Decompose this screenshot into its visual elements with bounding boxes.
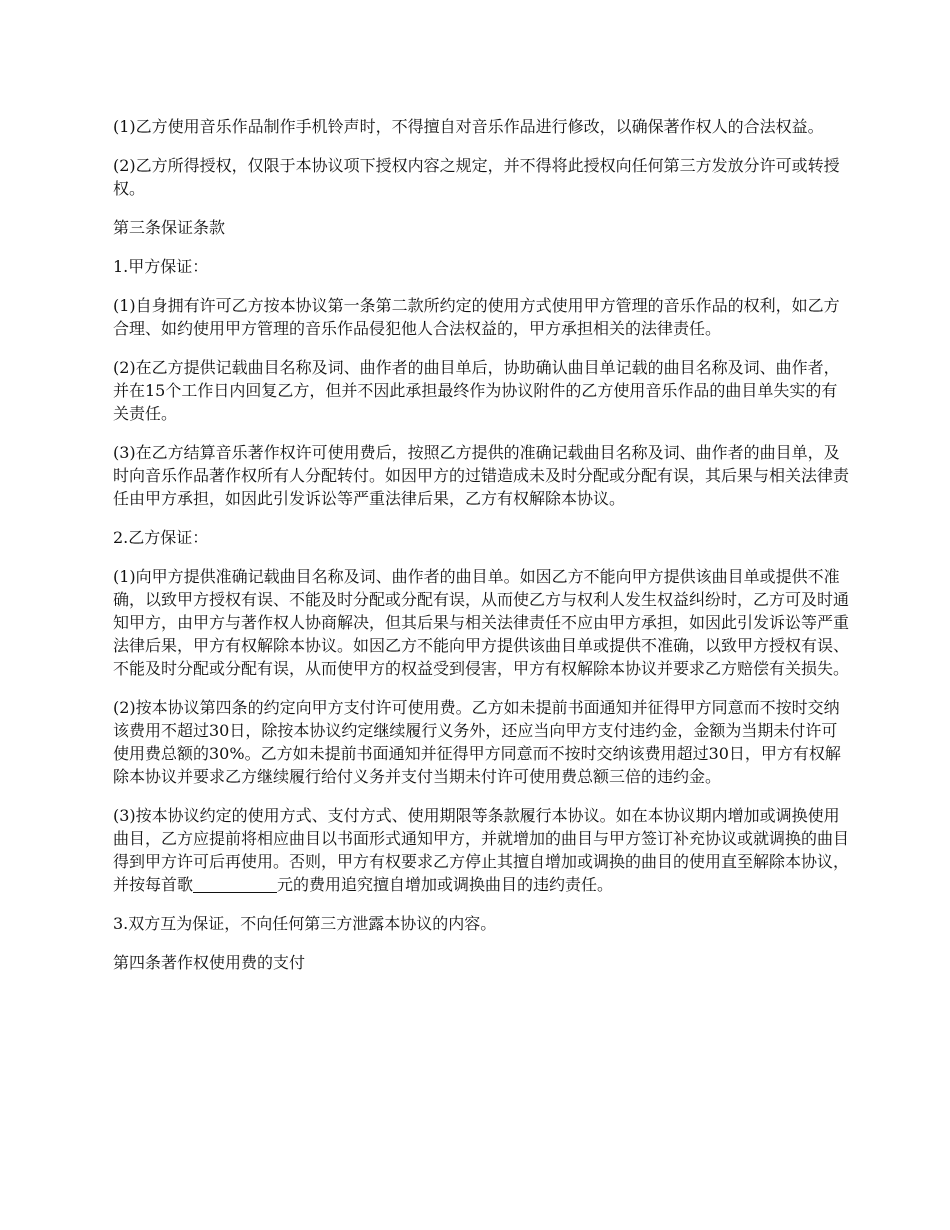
subsection-heading: 1.甲方保证： xyxy=(113,257,209,276)
clause-text-before-blank: (3)按本协议约定的使用方式、支付方式、使用期限等条款履行本协议。如在本协议期内增加或调换使用曲目，乙方应提前将相应曲目以书面形式通知甲方，并就增加的曲目与甲方签订补充协议或就调换的曲目得到甲方许可后再使用。否则，甲方有权要求乙方停止其擅自增加或调换的曲目的使用直至解除本协议，并按每首歌 xyxy=(113,806,850,894)
section-heading: 第三条保证条款 xyxy=(113,218,226,237)
clause-paragraph: (1)乙方使用音乐作品制作手机铃声时，不得擅自对音乐作品进行修改，以确保著作权人的合法权益。 xyxy=(113,117,824,136)
clause-paragraph: (1)自身拥有许可乙方按本协议第一条第二款所约定的使用方式使用甲方管理的音乐作品的权利，如乙方合理、如约使用甲方管理的音乐作品侵犯他人合法权益的，甲方承担相关的法律责任。 xyxy=(113,296,840,338)
clause-paragraph: (2)按本协议第四条的约定向甲方支付许可使用费。乙方如未提前书面通知并征得甲方同意而不按时交纳该费用不超过30日，除按本协议约定继续履行义务外，还应当向甲方支付违约金，金额为当期未付许可使用费总额的30%。乙方如未提前书面通知并征得甲方同意而不按时交纳该费用超过30日，甲方有权解除本协议并要求乙方继续履行给付义务并支付当期未付许可使用费总额三倍的违约金。 xyxy=(113,698,841,786)
fill-in-blank[interactable] xyxy=(193,876,277,893)
clause-paragraph: (3)在乙方结算音乐著作权许可使用费后，按照乙方提供的准确记载曲目名称及词、曲作者的曲目单，及时向音乐作品著作权所有人分配转付。如因甲方的过错造成未及时分配或分配有误，其后果与相关法律责任由甲方承担，如因此引发诉讼等严重法律后果，乙方有权解除本协议。 xyxy=(113,443,850,508)
document-body xyxy=(113,115,853,990)
subsection-heading: 2.乙方保证： xyxy=(113,528,209,547)
clause-text-after-blank: 元的费用追究擅自增加或调换曲目的违约责任。 xyxy=(277,875,614,894)
clause-paragraph: (1)向甲方提供准确记载曲目名称及词、曲作者的曲目单。如因乙方不能向甲方提供该曲目单或提供不准确，以致甲方授权有误、不能及时分配或分配有误，从而使乙方与权利人发生权益纠纷时，乙方可及时通知甲方，由甲方与著作权人协商解决，但其后果与相关法律责任不应由甲方承担，如因此引发诉讼等严重法律后果，甲方有权解除本协议。如因乙方不能向甲方提供该曲目单或提供不准确，以致甲方授权有误、不能及时分配或分配有误，从而使甲方的权益受到侵害，甲方有权解除本协议并要求乙方赔偿有关损失。 xyxy=(113,567,850,678)
clause-paragraph: (2)乙方所得授权，仅限于本协议项下授权内容之规定，并不得将此授权向任何第三方发放分许可或转授权。 xyxy=(113,156,840,198)
section-heading: 第四条著作权使用费的支付 xyxy=(113,953,306,972)
clause-paragraph: 3.双方互为保证，不向任何第三方泄露本协议的内容。 xyxy=(113,914,497,933)
clause-paragraph: (2)在乙方提供记载曲目名称及词、曲作者的曲目单后，协助确认曲目单记载的曲目名称及词、曲作者，并在15个工作日内回复乙方，但并不因此承担最终作为协议附件的乙方使用音乐作品的曲目单失实的有关责任。 xyxy=(113,358,840,423)
clause-paragraph-with-blank xyxy=(113,804,853,896)
